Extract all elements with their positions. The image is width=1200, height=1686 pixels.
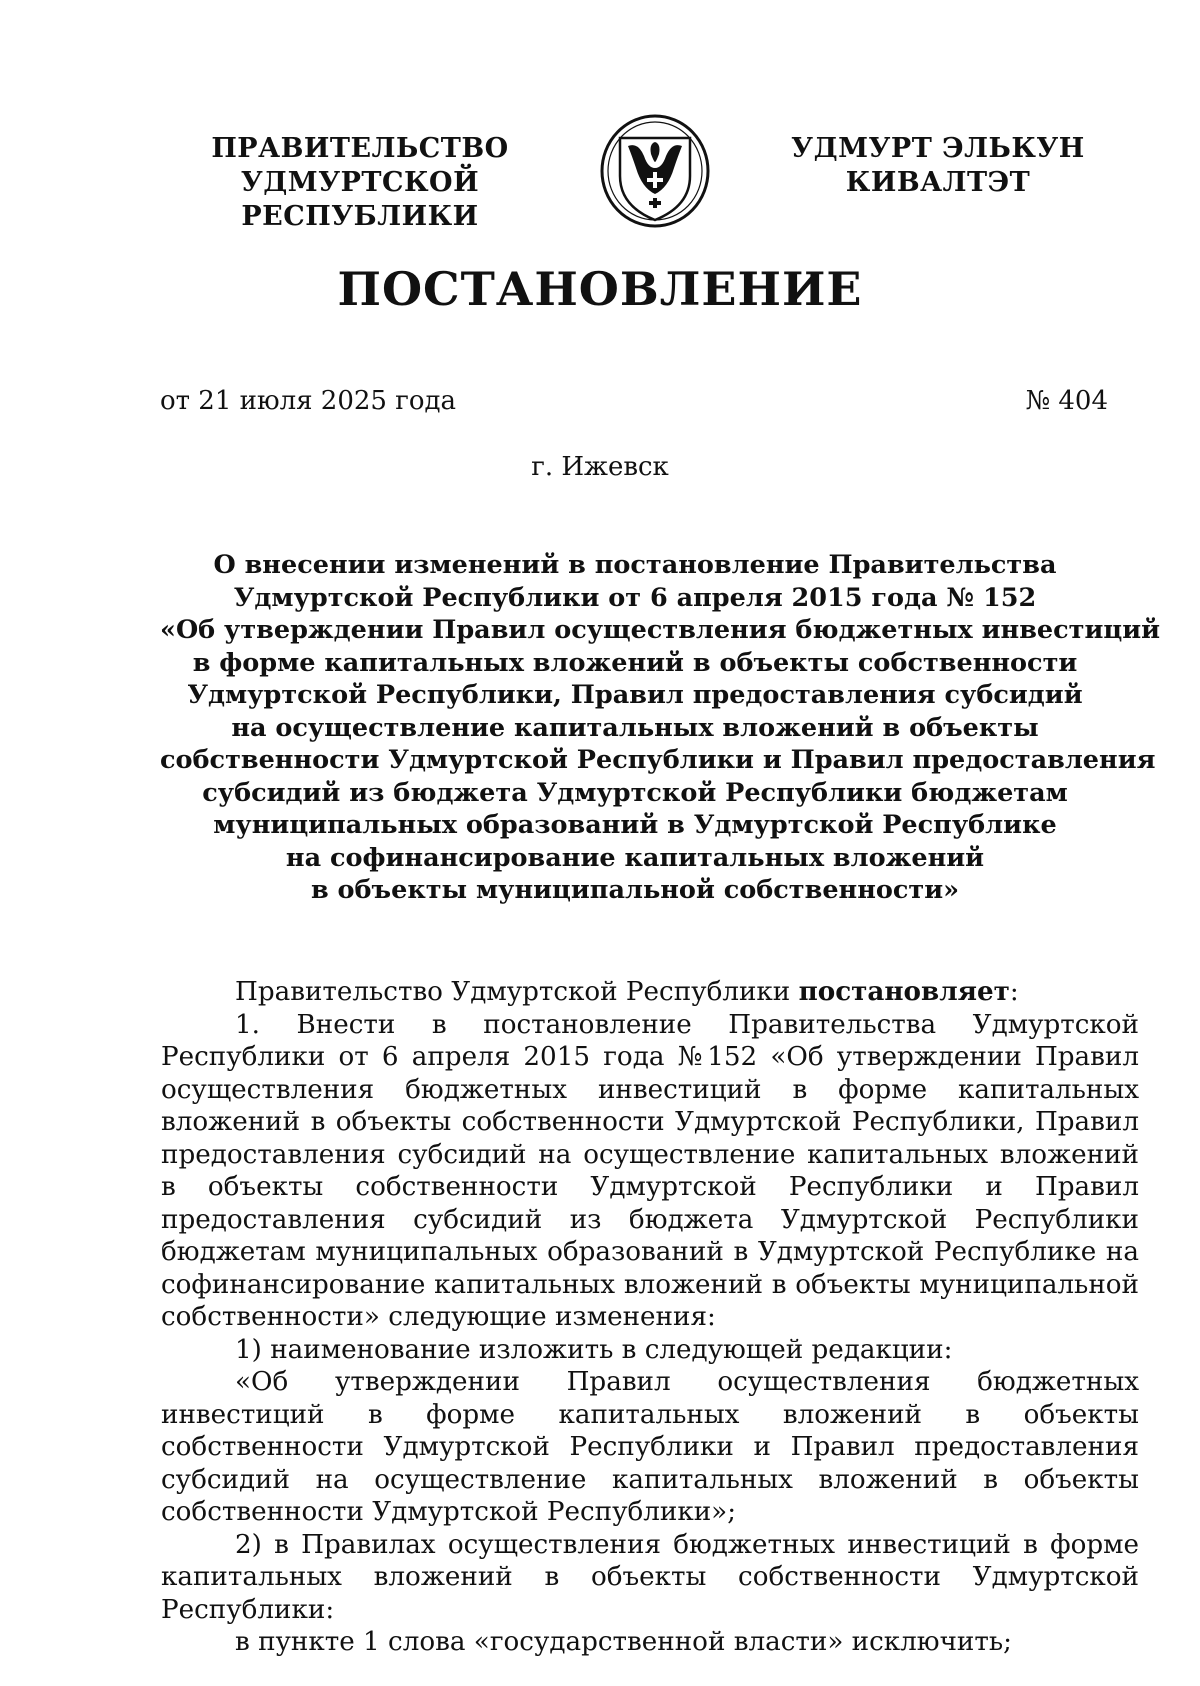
paragraph-2: 1) наименование изложить в следующей редакции: [235,1334,953,1365]
subject-line: Удмуртской Республики от 6 апреля 2015 года № 152 [233,582,1037,613]
intro-bold: постановляет [798,976,1010,1007]
header-left-line1: ПРАВИТЕЛЬСТВО [211,133,509,164]
header-right [778,132,1098,200]
subject-line: муниципальных образований в Удмуртской Республике [213,810,1057,840]
subject-line: в объекты муниципальной собственности» [310,875,960,905]
subject-line: субсидий из бюджета Удмуртской Республики бюджетам [202,777,1068,808]
subject-line: собственности Удмуртской Республики и Правил предоставления [160,745,1156,775]
document-number: № 404 [1025,386,1108,416]
intro-text: Правительство Удмуртской Республики [235,977,799,1007]
paragraph-3: «Об утверждении Правил осуществления бюджетных инвестиций в форме капитальных вложений в объекты собственности Удмуртской Республики и Правил предоставления субсидий на осуществление капитальных вложений в объекты собственности Удмуртской Республики»; [161,1367,1139,1527]
header-right-line1: УДМУРТ ЭЛЬКУН [791,133,1085,164]
paragraph-1: 1. Внести в постановление Правительства Удмуртской Республики от 6 апреля 2015 года №152 «Об утверждении Правил осуществления бюджетных инвестиций в форме капитальных вложений в объекты собственности Удмуртской Республики, Правил предоставления субсидий на осуществление капитальных вложений в объекты собственности Удмуртской Республики и Правил предоставления субсидий из бюджета Удмуртской Республики бюджетам муниципальных образований в Удмуртской Республике на софинансирование капитальных вложений в объекты муниципальной собственности» следующие изменения: [161,1009,1139,1332]
document-body [161,976,1139,1659]
subject-line: в форме капитальных вложений в объекты собственности [192,647,1078,678]
header-left-line2: УДМУРТСКОЙ РЕСПУБЛИКИ [240,167,480,232]
intro-paragraph [161,976,1139,1009]
document-subject [160,549,1161,907]
paragraph-5: в пункте 1 слова «государственной власти» исключить; [235,1627,1012,1657]
paragraph-4: 2) в Правилах осуществления бюджетных инвестиций в форме капитальных вложений в объекты собственности Удмуртской Республики: [161,1529,1139,1625]
header-left [140,132,580,234]
subject-line: на софинансирование капитальных вложений [285,842,985,873]
subject-line: Удмуртской Республики, Правил предоставления субсидий [187,680,1083,710]
subject-line: на осуществление капитальных вложений в объекты [231,712,1039,743]
document-type-title: ПОСТАНОВЛЕНИЕ [337,262,863,316]
document-date: от 21 июля 2025 года [160,386,457,416]
document-city: г. Ижевск [531,452,669,482]
udmurt-coat-of-arms-icon [598,112,712,230]
intro-end: : [1009,977,1019,1007]
header-right-line2: КИВАЛТЭТ [845,167,1031,198]
subject-line: «Об утверждении Правил осуществления бюджетных инвестиций [160,615,1161,645]
subject-line: О внесении изменений в постановление Правительства [213,550,1057,580]
